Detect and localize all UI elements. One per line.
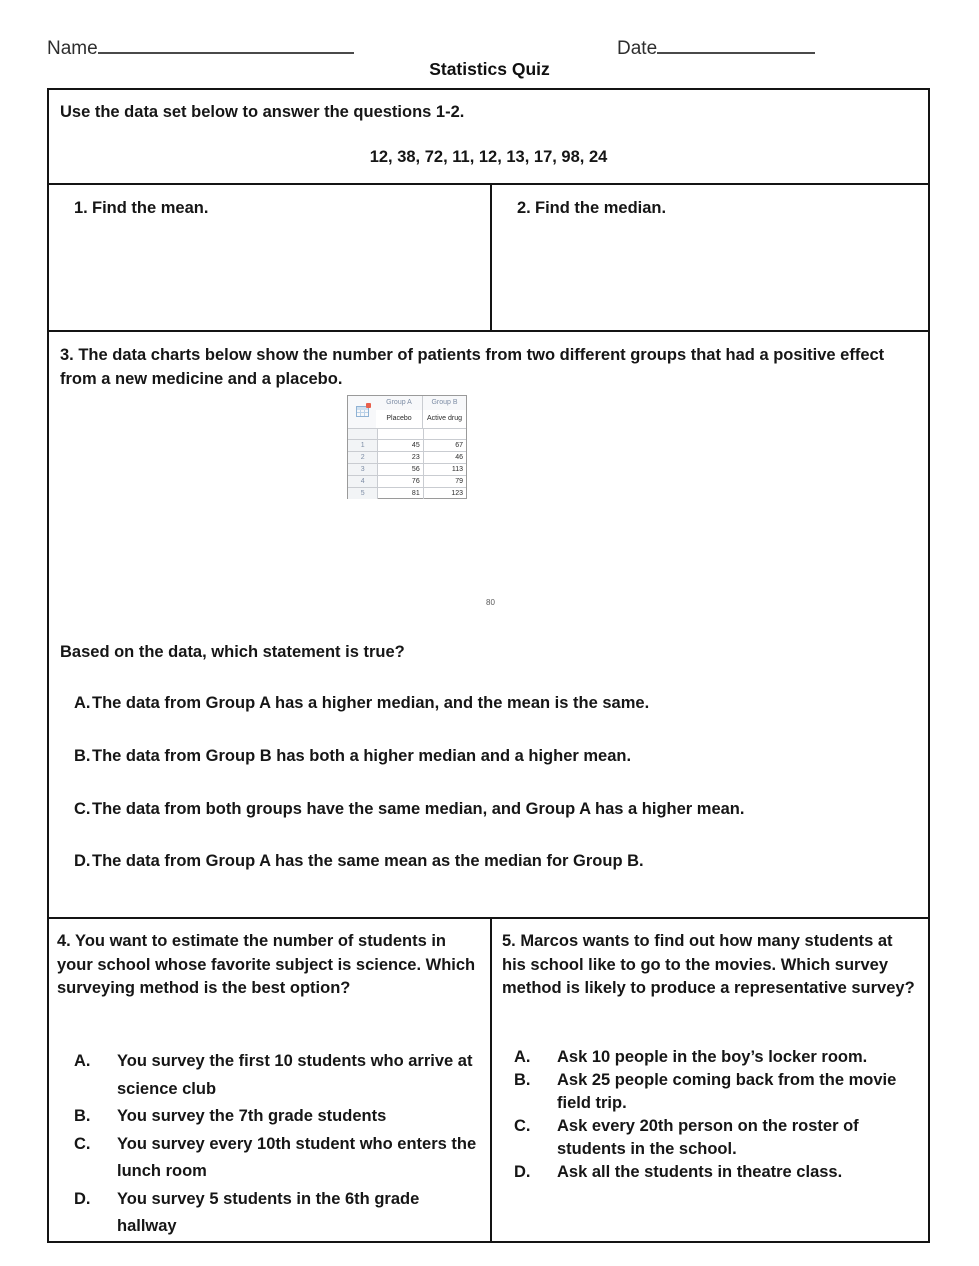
date-field-label — [617, 36, 815, 60]
quiz-frame — [47, 88, 930, 1243]
dataset-values: 12, 38, 72, 11, 12, 13, 17, 98, 24 — [369, 148, 608, 166]
option-text: The data from Group B has both a higher median and a higher mean. — [92, 747, 632, 765]
table-blank-row — [348, 428, 466, 439]
option-text: You survey the 7th grade students — [117, 1107, 387, 1125]
table-row — [348, 463, 466, 475]
table-row — [348, 487, 466, 499]
q5-option-d — [492, 1161, 928, 1184]
option-letter: B. — [514, 1071, 531, 1089]
group-b-value: 46 — [423, 451, 466, 463]
section-dataset — [49, 90, 928, 183]
option-text: The data from both groups have the same median, and Group A has a higher mean. — [92, 800, 745, 818]
option-letter: D. — [74, 852, 91, 870]
group-a-header: Group A — [376, 396, 422, 410]
q4-option-a — [49, 1048, 490, 1103]
question-2-number: 2. — [517, 199, 531, 217]
question-1-number: 1. — [74, 199, 88, 217]
option-text: The data from Group A has a higher median, and the mean is the same. — [92, 694, 650, 712]
option-text: Ask all the students in theatre class. — [557, 1163, 843, 1181]
option-letter: D. — [74, 1189, 91, 1208]
option-letter: C. — [74, 800, 91, 818]
q3-option-a — [49, 694, 659, 713]
name-label: Name — [47, 38, 98, 59]
question-1-text: Find the mean. — [92, 199, 209, 217]
option-letter: C. — [514, 1117, 531, 1135]
table-corner-cell — [348, 396, 376, 428]
option-letter: A. — [74, 1052, 91, 1070]
option-letter: A. — [74, 694, 91, 712]
q3-option-b — [49, 747, 641, 766]
q3-option-c — [49, 800, 754, 819]
question-4-options — [49, 1048, 490, 1241]
spreadsheet-icon — [356, 406, 369, 417]
row-number: 1 — [348, 439, 377, 451]
row-number: 3 — [348, 463, 377, 475]
group-b-value: 67 — [423, 439, 466, 451]
group-b-value: 123 — [423, 487, 466, 499]
option-text: Ask 10 people in the boy’s locker room. — [557, 1048, 868, 1066]
stray-axis-label: 80 — [486, 598, 495, 607]
question-2-text: Find the median. — [535, 199, 667, 217]
q3-option-d — [49, 852, 654, 871]
section-q1-q2 — [49, 183, 928, 330]
group-a-value: 76 — [377, 475, 422, 487]
q5-option-b — [492, 1069, 928, 1115]
table-row — [348, 475, 466, 487]
table-row — [348, 451, 466, 463]
group-a-value: 45 — [377, 439, 422, 451]
patient-data-table — [347, 395, 467, 499]
option-text: Ask 25 people coming back from the movie field trip. — [557, 1071, 897, 1112]
page-title: Statistics Quiz — [429, 59, 550, 79]
question-4-prompt: 4. You want to estimate the number of students in your school whose favorite subject is science. Which surveying method is the best option? — [57, 932, 476, 997]
question-2-cell — [492, 185, 928, 330]
option-text: You survey 5 students in the 6th grade hallway — [117, 1189, 420, 1235]
dataset-instruction: Use the data set below to answer the questions 1-2. — [60, 103, 465, 121]
question-3-stem: Based on the data, which statement is true? — [60, 643, 405, 661]
q5-option-c — [492, 1115, 928, 1161]
question-5-prompt: 5. Marcos wants to find out how many students at his school like to go to the movies. Which survey method is likely to produce a representative survey? — [502, 932, 915, 997]
option-letter: B. — [74, 1107, 91, 1125]
question-1-cell — [49, 185, 492, 330]
q5-option-a — [492, 1046, 928, 1069]
option-text: You survey the first 10 students who arrive at science club — [117, 1052, 473, 1098]
question-3-prompt: 3. The data charts below show the number of patients from two different groups that had a positive effect from a new medicine and a placebo. — [60, 346, 885, 388]
group-b-subheader: Active drug — [422, 410, 466, 428]
option-letter: A. — [514, 1048, 531, 1066]
group-b-value: 113 — [423, 463, 466, 475]
question-2 — [492, 199, 666, 218]
option-text: Ask every 20th person on the roster of students in the school. — [557, 1117, 859, 1158]
name-field-label — [47, 36, 354, 60]
question-1 — [49, 199, 208, 218]
option-text: The data from Group A has the same mean as the median for Group B. — [92, 852, 644, 870]
section-q4-q5 — [49, 917, 928, 1241]
q4-option-c — [49, 1131, 490, 1186]
q4-option-b — [49, 1103, 490, 1131]
group-a-value: 81 — [377, 487, 422, 499]
row-number: 5 — [348, 487, 377, 499]
option-letter: B. — [74, 747, 91, 765]
date-label: Date — [617, 38, 658, 59]
row-number: 2 — [348, 451, 377, 463]
row-number: 4 — [348, 475, 377, 487]
question-5-options — [492, 1046, 928, 1184]
group-b-header: Group B — [422, 396, 466, 410]
group-a-subheader: Placebo — [376, 410, 422, 428]
option-letter: D. — [514, 1163, 531, 1181]
table-row — [348, 439, 466, 451]
name-blank-line — [98, 36, 354, 54]
question-5-cell — [492, 919, 928, 1241]
table-header-row — [348, 396, 466, 428]
group-b-value: 79 — [423, 475, 466, 487]
group-a-value: 56 — [377, 463, 422, 475]
q4-option-d — [49, 1186, 490, 1241]
group-a-value: 23 — [377, 451, 422, 463]
option-letter: C. — [74, 1134, 91, 1153]
option-text: You survey every 10th student who enters the lunch room — [117, 1134, 477, 1180]
date-blank-line — [657, 36, 815, 54]
question-4-cell — [49, 919, 492, 1241]
section-q3 — [49, 330, 928, 917]
